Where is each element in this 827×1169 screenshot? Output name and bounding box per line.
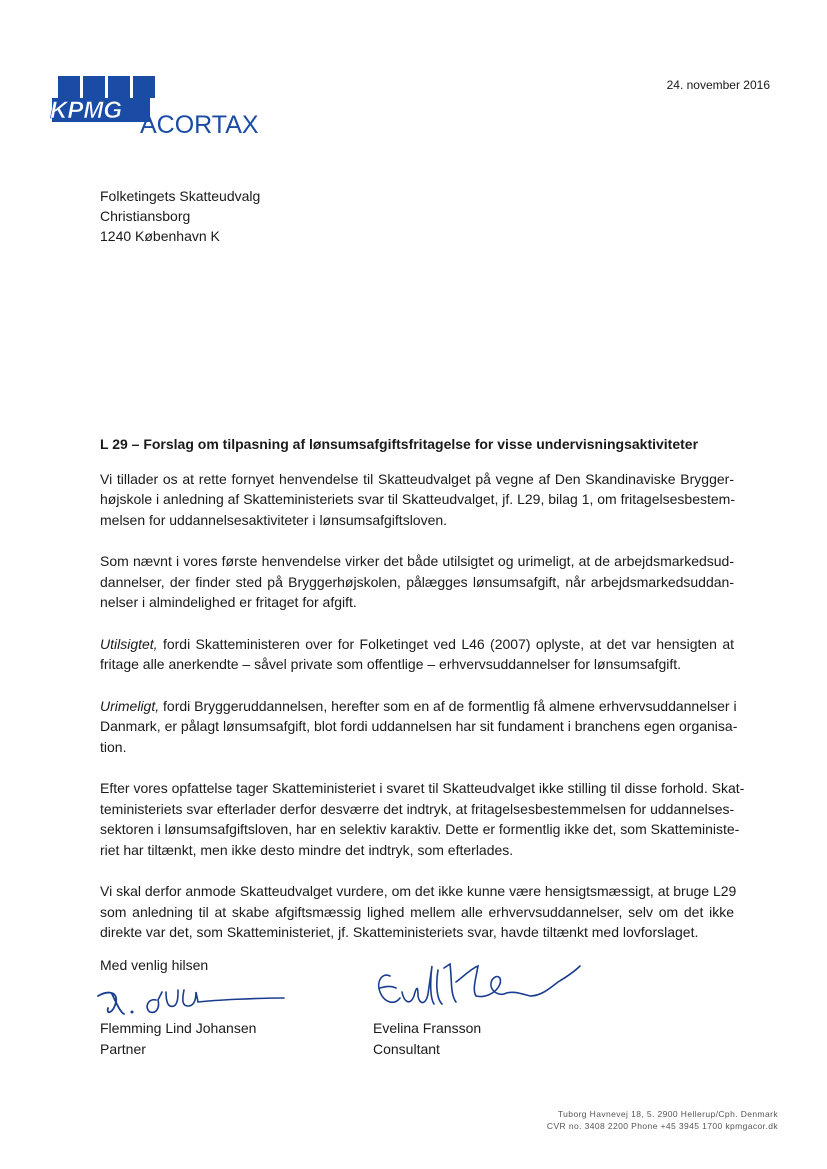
- emphasis: Urimeligt,: [100, 697, 160, 714]
- signatory-title: Partner: [100, 1041, 146, 1057]
- handwritten-signature-icon: [372, 958, 592, 1018]
- letter-footer: [480, 1108, 778, 1132]
- letter-body: [100, 434, 745, 964]
- signatory-block: [100, 1018, 256, 1060]
- text-line: teministeriets svar efterlader derfor desværre det indtryk, at fritagelsesbestemmelsen for uddannelses-: [100, 800, 735, 817]
- company-logo: [48, 76, 278, 140]
- text-line: riet har tiltænkt, men ikke desto mindre det indtryk, som efterlades.: [100, 841, 514, 858]
- paragraph: [100, 551, 734, 613]
- paragraph: [100, 881, 737, 943]
- text-line: Vi tillader os at rette fornyet henvendelse til Skatteudvalget på vegne af Den Skandinaviske Brygger-: [100, 470, 734, 487]
- text-line: dannelser, der finder sted på Bryggerhøjskolen, pålægges lønsumsafgift, når arbejdsmarkedsuddan-: [100, 573, 734, 590]
- footer-contact: CVR no. 3408 2200 Phone +45 3945 1700 kpmgacor.dk: [546, 1121, 778, 1131]
- text-line: Danmark, er pålagt lønsumsafgift, blot fordi uddannelsen har sit fundament i branchens egen organisa-: [100, 718, 738, 734]
- text-line: sektoren i lønsumsafgiftsloven, har en selektiv karaktiv. Dette er formentlig ikke det, som Skatteministe-: [100, 821, 740, 837]
- text-line: som anledning til at skabe afgiftsmæssig lighed mellem alle erhvervsuddannelser, selv om det ikke: [100, 903, 734, 920]
- svg-text:KPMG: KPMG: [50, 97, 122, 124]
- text-line: direkte var det, som Skatteministeriet, jf. Skatteministeriets svar, havde tiltænkt med lovforslaget.: [100, 924, 699, 940]
- closing-greeting: Med venlig hilsen: [100, 957, 209, 973]
- text-fragment: fordi Bryggeruddannelsen, herefter som en af de formentlig få almene erhvervsuddannelser i: [159, 697, 737, 714]
- paragraph: [100, 634, 734, 675]
- text-line: højskole i anledning af Skatteministeriets svar til Skatteudvalget, jf. L29, bilag 1, om fritagelsesbestem-: [100, 491, 735, 507]
- recipient-address: [100, 186, 260, 246]
- emphasis: Utilsigtet,: [100, 635, 158, 652]
- signature-flemming: [96, 978, 296, 1023]
- subject-line: L 29 – Forslag om tilpasning af lønsumsafgiftsfritagelse for visse undervisningsaktiviteter: [100, 436, 699, 452]
- paragraph: [100, 696, 738, 758]
- text-line: [100, 696, 737, 717]
- text-line: Vi skal derfor anmode Skatteudvalget vurdere, om det ikke kunne være hensigtsmæssigt, at bruge L29: [100, 883, 737, 899]
- text-fragment: fordi Skatteministeren over for Folketinget ved L46 (2007) oplyste, at det var hensigten at: [157, 635, 734, 652]
- paragraph: [100, 469, 734, 531]
- text-line: fritage alle anerkendte – såvel private som offentlige – erhvervsuddannelser for lønsumsafgift.: [100, 656, 682, 672]
- text-line: Som nævnt i vores første henvendelse virker det både utilsigtet og urimeligt, at de arbejdsmarkedsud-: [100, 553, 734, 569]
- kpmg-logo-icon: [48, 76, 278, 140]
- signatory-block: [373, 1018, 481, 1060]
- recipient-line: Folketingets Skatteudvalg: [100, 188, 261, 204]
- footer-address: Tuborg Havnevej 18, 5. 2900 Hellerup/Cph. Denmark: [557, 1109, 778, 1119]
- handwritten-signature-icon: [96, 978, 296, 1023]
- signatory-title: Consultant: [373, 1041, 440, 1057]
- text-line: melsen for uddannelsesaktiviteter i lønsumsafgiftsloven.: [100, 511, 448, 528]
- svg-text:ACORTAX: ACORTAX: [140, 111, 259, 139]
- signature-evelina: [372, 958, 592, 1018]
- letter-date: 24. november 2016: [666, 78, 770, 92]
- paragraph: [100, 778, 745, 860]
- signatory-name: Flemming Lind Johansen: [100, 1020, 257, 1036]
- signatory-name: Evelina Fransson: [373, 1020, 482, 1036]
- text-line: tion.: [100, 738, 127, 755]
- text-line: [100, 634, 734, 655]
- text-line: nelser i almindelighed er fritaget for afgift.: [100, 594, 357, 610]
- recipient-line: Christiansborg: [100, 208, 191, 224]
- text-line: Efter vores opfattelse tager Skatteministeriet i svaret til Skatteudvalget ikke stilling til disse forhold. Skat-: [100, 780, 745, 796]
- recipient-line: 1240 København K: [100, 228, 220, 244]
